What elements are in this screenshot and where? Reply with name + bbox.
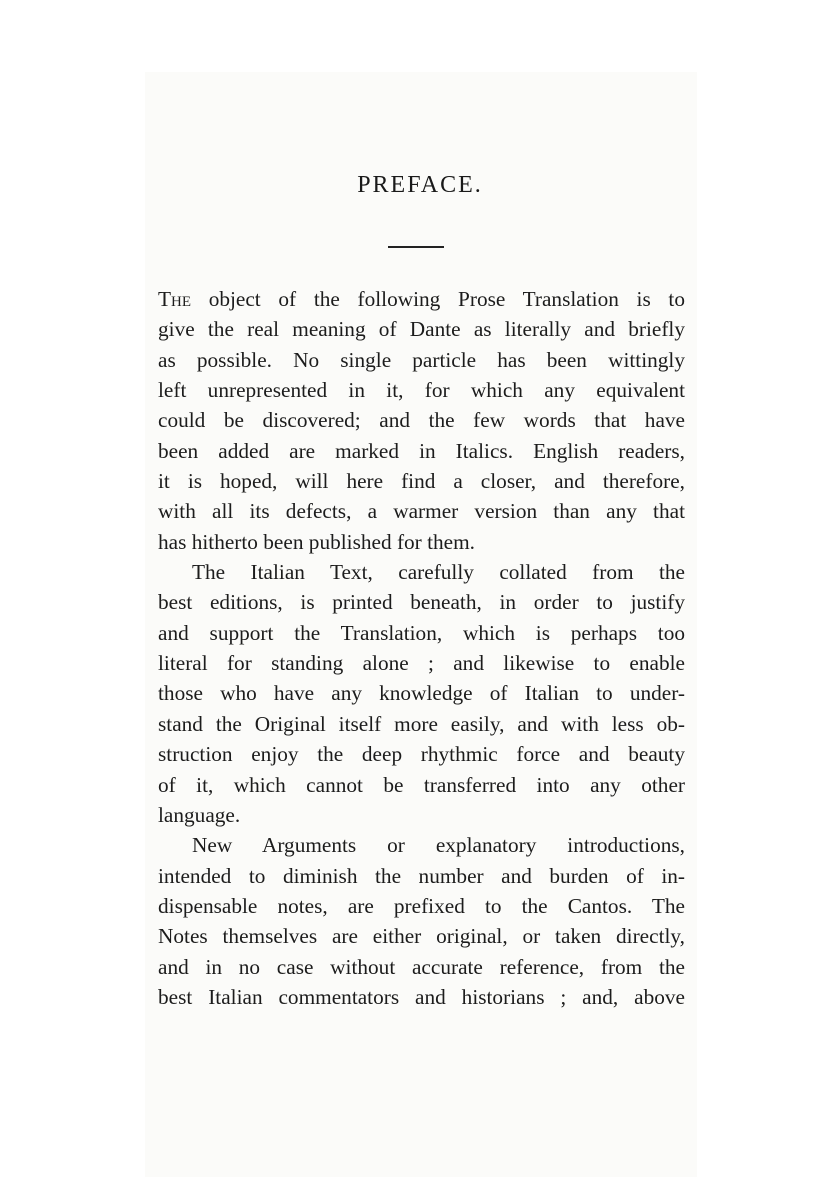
text-line: give the real meaning of Dante as literally and briefly (158, 317, 685, 342)
text-line: and support the Translation, which is perhaps too (158, 620, 685, 645)
text-line: The Italian Text, carefully collated from the (192, 560, 685, 585)
text-line: could be discovered; and the few words that have (158, 408, 685, 433)
text-line: language. (158, 802, 241, 827)
title-rule (388, 246, 444, 248)
text-line: as possible. No single particle has been wittingly (158, 347, 685, 372)
page-title: PREFACE. (357, 172, 483, 198)
text-line: it is hoped, will here find a closer, and therefore, (158, 469, 685, 494)
text-line: stand the Original itself more easily, and with less ob- (158, 711, 685, 736)
text-line: with all its defects, a warmer version than any that (158, 499, 685, 524)
text-line: Notes themselves are either original, or taken directly, (158, 924, 685, 949)
text-line: has hitherto been published for them. (158, 529, 476, 554)
drop-word: The (158, 287, 192, 311)
text-line: literal for standing alone ; and likewise to enable (158, 651, 685, 676)
text-line: of it, which cannot be transferred into any other (158, 772, 685, 797)
text-line: struction enjoy the deep rhythmic force and beauty (158, 742, 685, 767)
text-line: New Arguments or explanatory introductions, (192, 833, 685, 858)
text-line: best editions, is printed beneath, in order to justify (158, 590, 685, 615)
body-text (158, 284, 685, 1012)
text-line: best Italian commentators and historians ; and, above (158, 984, 685, 1009)
text-line: left unrepresented in it, for which any equivalent (158, 378, 685, 403)
text-line: those who have any knowledge of Italian to under- (158, 681, 685, 706)
text-line: The object of the following Prose Translation is to (158, 287, 685, 311)
text-line: intended to diminish the number and burden of in- (158, 863, 685, 888)
text-line: been added are marked in Italics. English readers, (158, 438, 685, 463)
text-line: dispensable notes, are prefixed to the Cantos. The (158, 893, 685, 918)
text-line: and in no case without accurate reference, from the (158, 954, 685, 979)
